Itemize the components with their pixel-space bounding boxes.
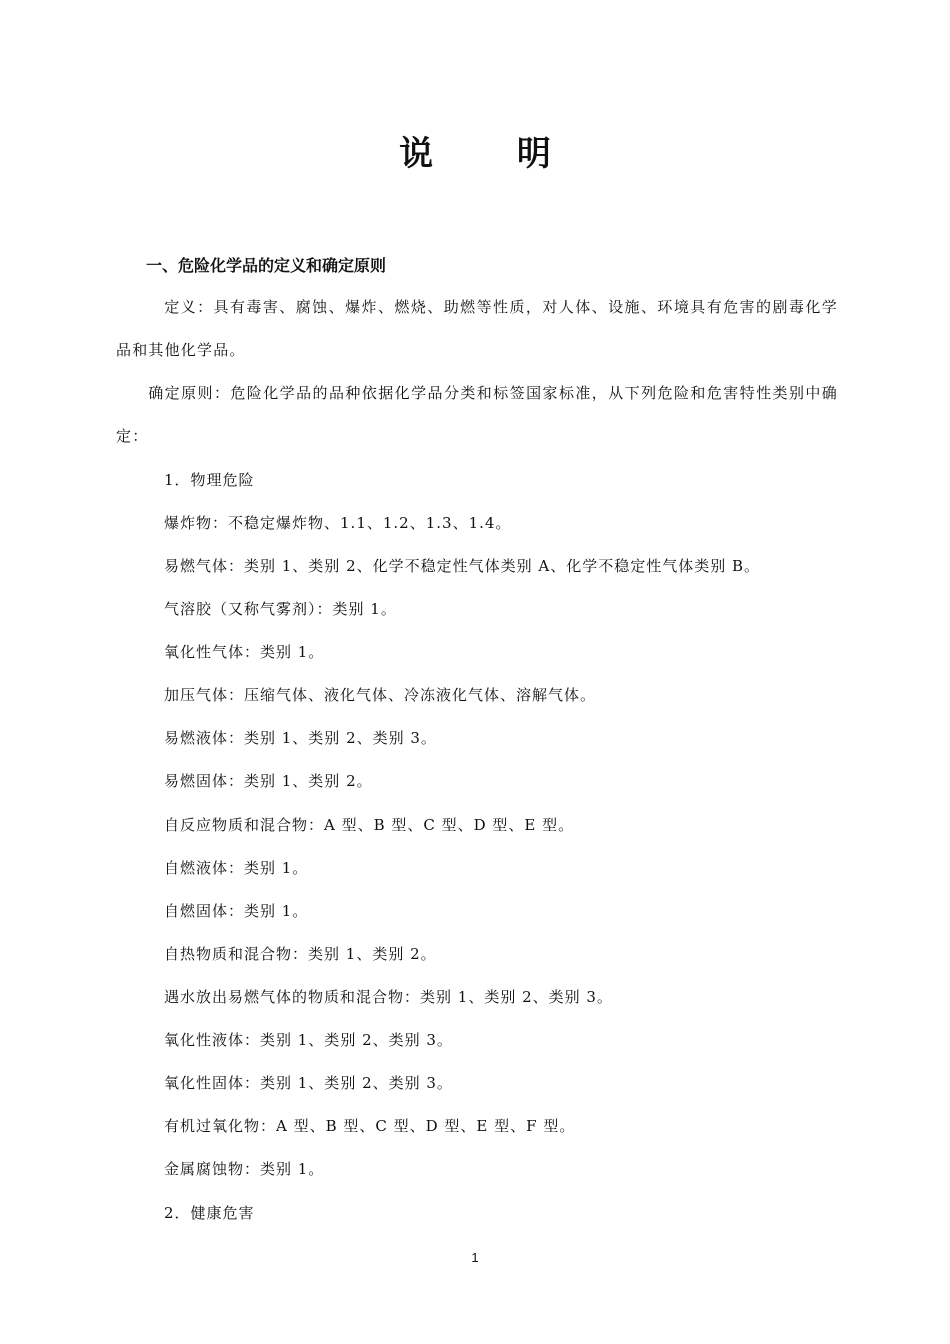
list-item: 易燃固体：类别 1、类别 2。 [164,772,373,790]
definition-paragraph [116,286,838,372]
list-item: 遇水放出易燃气体的物质和混合物：类别 1、类别 2、类别 3。 [164,988,613,1006]
list-item: 1．物理危险 [164,471,255,489]
list-item: 氧化性液体：类别 1、类别 2、类别 3。 [164,1031,453,1049]
list-item: 自燃固体：类别 1。 [164,902,309,920]
principle-text: 确定原则：危险化学品的品种依据化学品分类和标签国家标准，从下列危险和危害特性类别中确定： [116,384,838,445]
principle-paragraph [116,372,838,458]
list-item: 自反应物质和混合物：A 型、B 型、C 型、D 型、E 型。 [164,816,575,834]
list-item: 爆炸物：不稳定爆炸物、1.1、1.2、1.3、1.4。 [164,514,512,532]
list-item: 易燃气体：类别 1、类别 2、化学不稳定性气体类别 A、化学不稳定性气体类别 B。 [164,557,761,575]
definition-text: 定义：具有毒害、腐蚀、爆炸、燃烧、助燃等性质，对人体、设施、环境具有危害的剧毒化学品和其他化学品。 [116,298,838,359]
page-number: 1 [471,1250,479,1265]
list-item: 2．健康危害 [164,1204,255,1222]
page-title: 说 明 [399,134,587,174]
list-item: 氧化性气体：类别 1。 [164,643,325,661]
list-item: 自热物质和混合物：类别 1、类别 2。 [164,945,437,963]
list-item: 自燃液体：类别 1。 [164,859,309,877]
list-item: 氧化性固体：类别 1、类别 2、类别 3。 [164,1074,453,1092]
list-item: 金属腐蚀物：类别 1。 [164,1160,325,1178]
list-item: 加压气体：压缩气体、液化气体、冷冻液化气体、溶解气体。 [164,686,597,704]
list-item: 气溶胶（又称气雾剂）：类别 1。 [164,600,397,618]
list-item: 有机过氧化物：A 型、B 型、C 型、D 型、E 型、F 型。 [164,1117,576,1135]
section-heading: 一、危险化学品的定义和确定原则 [146,256,387,275]
list-item: 易燃液体：类别 1、类别 2、类别 3。 [164,729,437,747]
